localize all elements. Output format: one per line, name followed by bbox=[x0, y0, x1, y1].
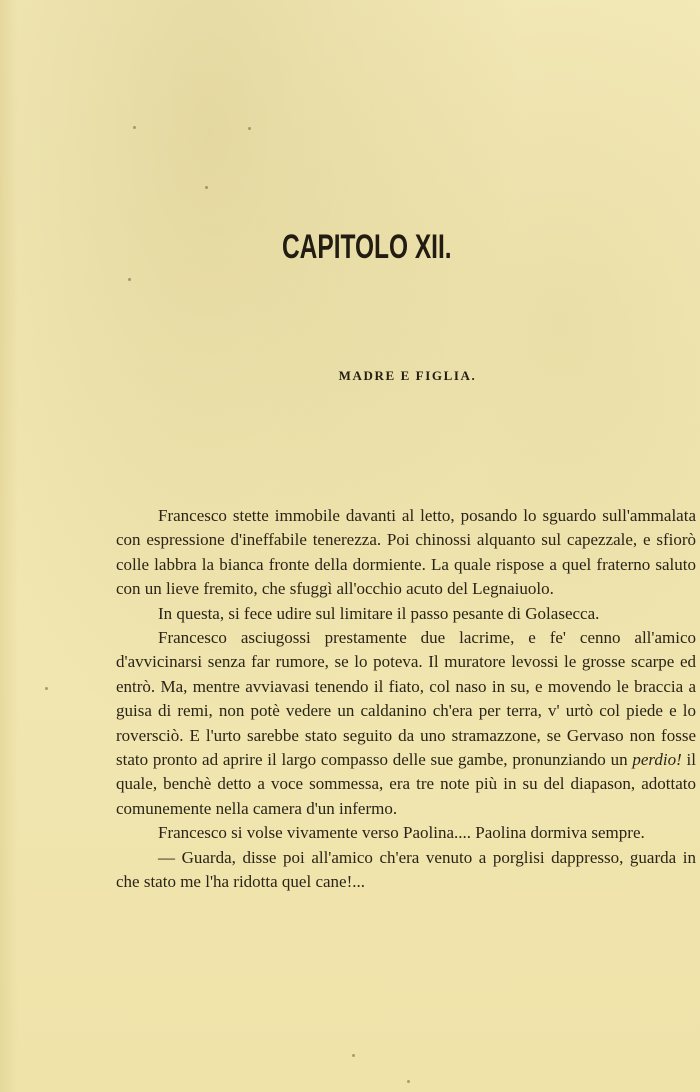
paragraph: Francesco si volse vivamente verso Paolina.... Paolina dormiva sempre. bbox=[158, 823, 645, 843]
paragraph: Francesco asciugossi prestamente due lacrime, e fe' cenno all'amico d'avvicinarsi senza far rumore, se lo poteva. Il muratore levossi le grosse scarpe ed entrò. Ma, mentre avviavasi tenendo il fiato, col naso in su, e movendo le braccia a guisa di remi, non potè vedere un caldanino ch'era per terra, v' urtò col piede e lo roversciò. E l'urto sarebbe stato seguito da uno stramazzone, se Gervaso non fosse stato pronto ad aprire il largo compasso delle sue gambe, pronunziando un perdio! il quale, benchè detto a voce sommessa, era tre note più in su del diapason, adottato comunemente nella camera d'un infermo. bbox=[116, 628, 696, 818]
italic-word: perdio! bbox=[632, 750, 682, 770]
chapter-title: CAPITOLO XII. bbox=[282, 227, 452, 266]
paper-speck bbox=[248, 127, 251, 130]
paper-speck bbox=[205, 186, 208, 189]
paragraph: — Guarda, disse poi all'amico ch'era venuto a porglisi dappresso, guarda in che stato me l'ha ridotta quel cane!... bbox=[116, 847, 696, 892]
paragraph: Francesco stette immobile davanti al letto, posando lo sguardo sull'ammalata con espressione d'ineffabile tenerezza. Poi chinossi alquanto sul capezzale, e sfiorò colle labbra la bianca fronte della dormiente. La quale rispose a quel fraterno saluto con un lieve fremito, che sfuggì all'occhio acuto del Legnaiuolo. bbox=[116, 506, 696, 599]
paper-speck bbox=[45, 687, 48, 690]
paper-speck bbox=[352, 1054, 355, 1057]
paper-speck bbox=[128, 278, 131, 281]
paragraph: In questa, si fece udire sul limitare il passo pesante di Golasecca. bbox=[158, 603, 600, 623]
bleed-through-shadow bbox=[150, 40, 154, 60]
body-text bbox=[116, 504, 696, 895]
paper-speck bbox=[407, 1080, 410, 1083]
chapter-subtitle: MADRE E FIGLIA. bbox=[338, 368, 477, 383]
paper-speck bbox=[133, 126, 136, 129]
